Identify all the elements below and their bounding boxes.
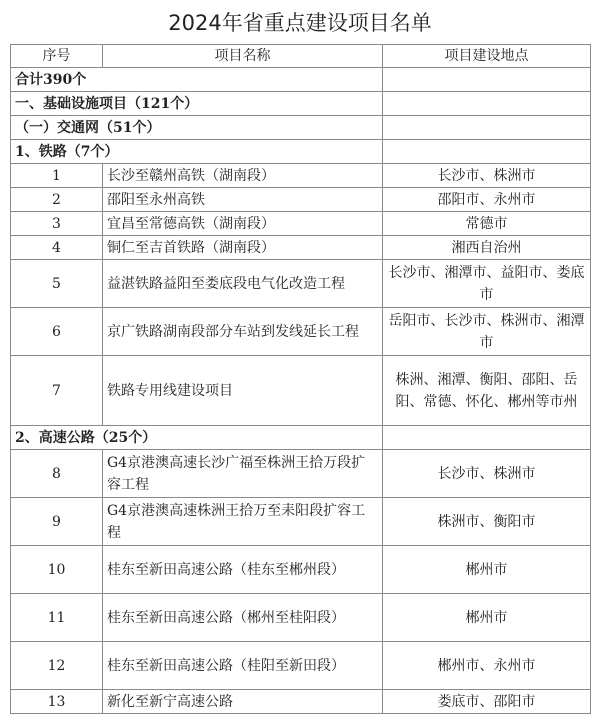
row-no: 10 bbox=[11, 546, 103, 594]
empty-cell bbox=[383, 68, 591, 92]
header-location: 项目建设地点 bbox=[383, 45, 591, 68]
row-location: 娄底市、邵阳市 bbox=[383, 690, 591, 714]
table-row bbox=[11, 546, 591, 594]
header-no: 序号 bbox=[11, 45, 103, 68]
table-row bbox=[11, 260, 591, 308]
group-row bbox=[11, 140, 591, 164]
row-location: 郴州市 bbox=[383, 546, 591, 594]
row-name: 铜仁至吉首铁路（湖南段） bbox=[103, 236, 383, 260]
row-location: 长沙市、株洲市 bbox=[383, 164, 591, 188]
section-label: 一、基础设施项目（121个） bbox=[11, 92, 383, 116]
row-location: 长沙市、株洲市 bbox=[383, 450, 591, 498]
table-row bbox=[11, 308, 591, 356]
row-no: 3 bbox=[11, 212, 103, 236]
empty-cell bbox=[383, 426, 591, 450]
row-name: 京广铁路湖南段部分车站到发线延长工程 bbox=[103, 308, 383, 356]
row-name: 宜昌至常德高铁（湖南段） bbox=[103, 212, 383, 236]
row-name: G4京港澳高速长沙广福至株洲王拾万段扩容工程 bbox=[103, 450, 383, 498]
table-row bbox=[11, 188, 591, 212]
row-no: 9 bbox=[11, 498, 103, 546]
row-location: 株洲、湘潭、衡阳、邵阳、岳阳、常德、怀化、郴州等市州 bbox=[383, 356, 591, 426]
group-row bbox=[11, 426, 591, 450]
empty-cell bbox=[383, 140, 591, 164]
empty-cell bbox=[383, 116, 591, 140]
row-no: 1 bbox=[11, 164, 103, 188]
table-row bbox=[11, 498, 591, 546]
section-row bbox=[11, 92, 591, 116]
row-name: 桂东至新田高速公路（郴州至桂阳段） bbox=[103, 594, 383, 642]
group-label-highway: 2、高速公路（25个） bbox=[11, 426, 383, 450]
row-location: 常德市 bbox=[383, 212, 591, 236]
row-no: 4 bbox=[11, 236, 103, 260]
row-location: 邵阳市、永州市 bbox=[383, 188, 591, 212]
row-name: 长沙至赣州高铁（湖南段） bbox=[103, 164, 383, 188]
project-table bbox=[10, 44, 591, 714]
row-no: 2 bbox=[11, 188, 103, 212]
row-no: 6 bbox=[11, 308, 103, 356]
row-name: 益湛铁路益阳至娄底段电气化改造工程 bbox=[103, 260, 383, 308]
row-name: 桂东至新田高速公路（桂阳至新田段） bbox=[103, 642, 383, 690]
row-no: 11 bbox=[11, 594, 103, 642]
total-label: 合计390个 bbox=[11, 68, 383, 92]
table-row bbox=[11, 690, 591, 714]
row-location: 郴州市 bbox=[383, 594, 591, 642]
page-title: 2024年省重点建设项目名单 bbox=[168, 11, 432, 35]
row-location: 湘西自治州 bbox=[383, 236, 591, 260]
row-location: 岳阳市、长沙市、株洲市、湘潭市 bbox=[383, 308, 591, 356]
table-row bbox=[11, 642, 591, 690]
row-name: 桂东至新田高速公路（桂东至郴州段） bbox=[103, 546, 383, 594]
empty-cell bbox=[383, 92, 591, 116]
row-no: 13 bbox=[11, 690, 103, 714]
row-no: 5 bbox=[11, 260, 103, 308]
row-location: 株洲市、衡阳市 bbox=[383, 498, 591, 546]
subsection-label: （一）交通网（51个） bbox=[11, 116, 383, 140]
row-no: 12 bbox=[11, 642, 103, 690]
table-row bbox=[11, 164, 591, 188]
subsection-row bbox=[11, 116, 591, 140]
table-row bbox=[11, 594, 591, 642]
row-name: 铁路专用线建设项目 bbox=[103, 356, 383, 426]
row-name: 新化至新宁高速公路 bbox=[103, 690, 383, 714]
table-row bbox=[11, 356, 591, 426]
header-row bbox=[11, 45, 591, 68]
table-row bbox=[11, 236, 591, 260]
row-no: 8 bbox=[11, 450, 103, 498]
row-name: G4京港澳高速株洲王拾万至耒阳段扩容工程 bbox=[103, 498, 383, 546]
total-row bbox=[11, 68, 591, 92]
row-name: 邵阳至永州高铁 bbox=[103, 188, 383, 212]
row-location: 郴州市、永州市 bbox=[383, 642, 591, 690]
table-row bbox=[11, 212, 591, 236]
table-row bbox=[11, 450, 591, 498]
row-location: 长沙市、湘潭市、益阳市、娄底市 bbox=[383, 260, 591, 308]
header-name: 项目名称 bbox=[103, 45, 383, 68]
row-no: 7 bbox=[11, 356, 103, 426]
group-label-rail: 1、铁路（7个） bbox=[11, 140, 383, 164]
